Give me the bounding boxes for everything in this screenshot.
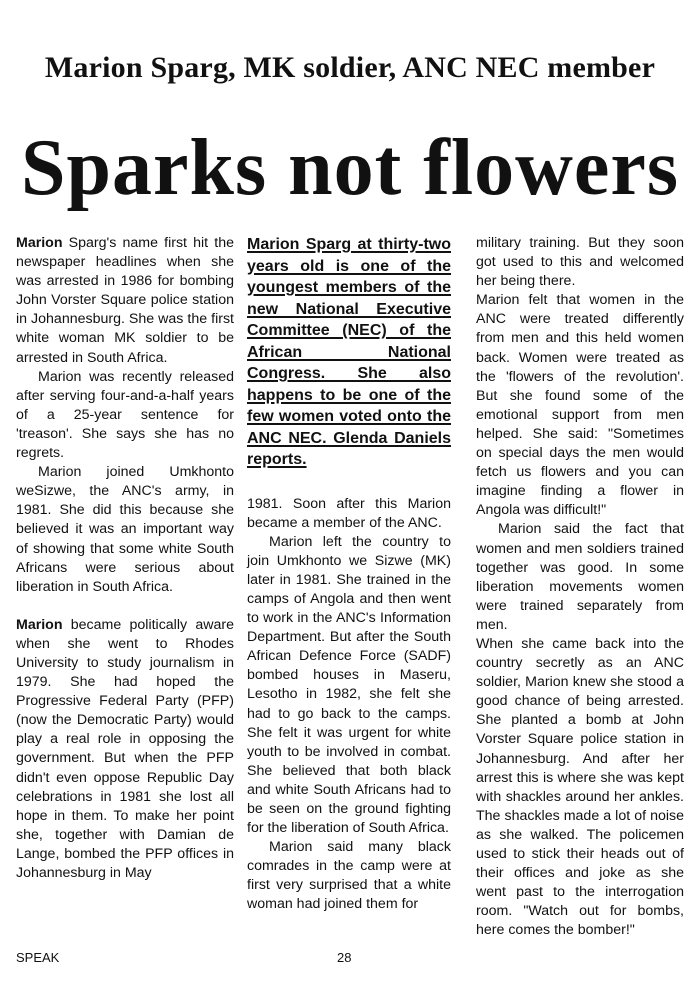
paragraph: When she came back into the country secretly as an ANC soldier, Marion knew she stood a good chance of being arrested. She planted a bomb at John Vorster Square police station in Johannesburg. And after her arrest this is where she was kept with shackles around her ankles. The shackles made a lot of noise as she walked. The policemen used to stick their heads out of their offices and joke as she went past to the interrogation room. "Watch out for bombs, here comes the bomber!" <box>476 635 684 939</box>
kicker-heading: Marion Sparg, MK soldier, ANC NEC member <box>44 51 656 84</box>
article-column-2 <box>247 234 451 915</box>
lead-word: Marion <box>16 616 63 633</box>
paragraph: Marion felt that women in the ANC were treated differently from men and this held women back. Women were treated as the 'flowers of the revolution'. But she found some of the emotional support from men helped. She said: "Sometimes on special days the men would fetch us flowers and you can imagine finding a flower in Angola was difficult!" <box>476 292 684 519</box>
paragraph <box>16 616 234 883</box>
page-number: 28 <box>337 950 352 965</box>
publication-name: SPEAK <box>16 950 60 965</box>
page-title: Sparks not flowers <box>20 124 680 212</box>
paragraph: Marion joined Umkhonto weSizwe, the ANC's army, in 1981. She did this because she believed it was an important way of showing that some white South Africans were serious about liberation in South Africa. <box>16 464 234 595</box>
article-column-3 <box>476 234 684 940</box>
paragraph: Marion was recently released after serving four-and-a-half years of a 25-year sentence for 'treason'. She says she has no regrets. <box>16 368 234 462</box>
paragraph: Marion left the country to join Umkhonto we Sizwe (MK) later in 1981. She trained in the camps of Angola and then went to work in the ANC's Information Department. But after the South African Defence Force (SADF) bombed houses in Maseru, Lesotho in 1982, she felt she had to go back to the camps. She felt it was urgent for white youth to be involved in combat. She believed that both black and white South Africans had to be seen on the ground fighting for the liberation of South Africa. <box>247 533 451 837</box>
article-column-1 <box>16 234 234 883</box>
paragraph: 1981. Soon after this Marion became a member of the ANC. <box>247 495 451 531</box>
paragraph: Marion said the fact that women and men soldiers trained together was good. In some liberation movements women were trained separately from men. <box>476 521 684 633</box>
paragraph-text: became politically aware when she went to Rhodes University to study journalism in 1979. She had hoped the Progressive Federal Party (PFP) (now the Democratic Party) would play a real role in opposing the government. But when the PFP didn't even oppose Republic Day celebrations in 1981 she lost all hope in them. To make her point she, together with Damian de Lange, bombed the PFP offices in Johannesburg in May <box>16 616 234 881</box>
standfirst: Marion Sparg at thirty-two years old is one of the youngest members of the new National Executive Committee (NEC) of the African National Congress. She also happens to be one of the few women voted onto the ANC NEC. Glenda Daniels reports. <box>247 236 451 468</box>
paragraph: military training. But they soon got used to this and welcomed her being there. <box>476 235 684 290</box>
lead-word: Marion <box>16 235 63 251</box>
paragraph-text: Sparg's name first hit the newspaper headlines when she was arrested in 1986 for bombing John Vorster Square police station in Johannesburg. She was the first white woman MK soldier to be arrested in South Africa. <box>16 235 234 366</box>
paragraph: Marion said many black comrades in the camp were at first very surprised that a white woman had joined them for <box>247 839 451 913</box>
paragraph <box>16 234 234 368</box>
